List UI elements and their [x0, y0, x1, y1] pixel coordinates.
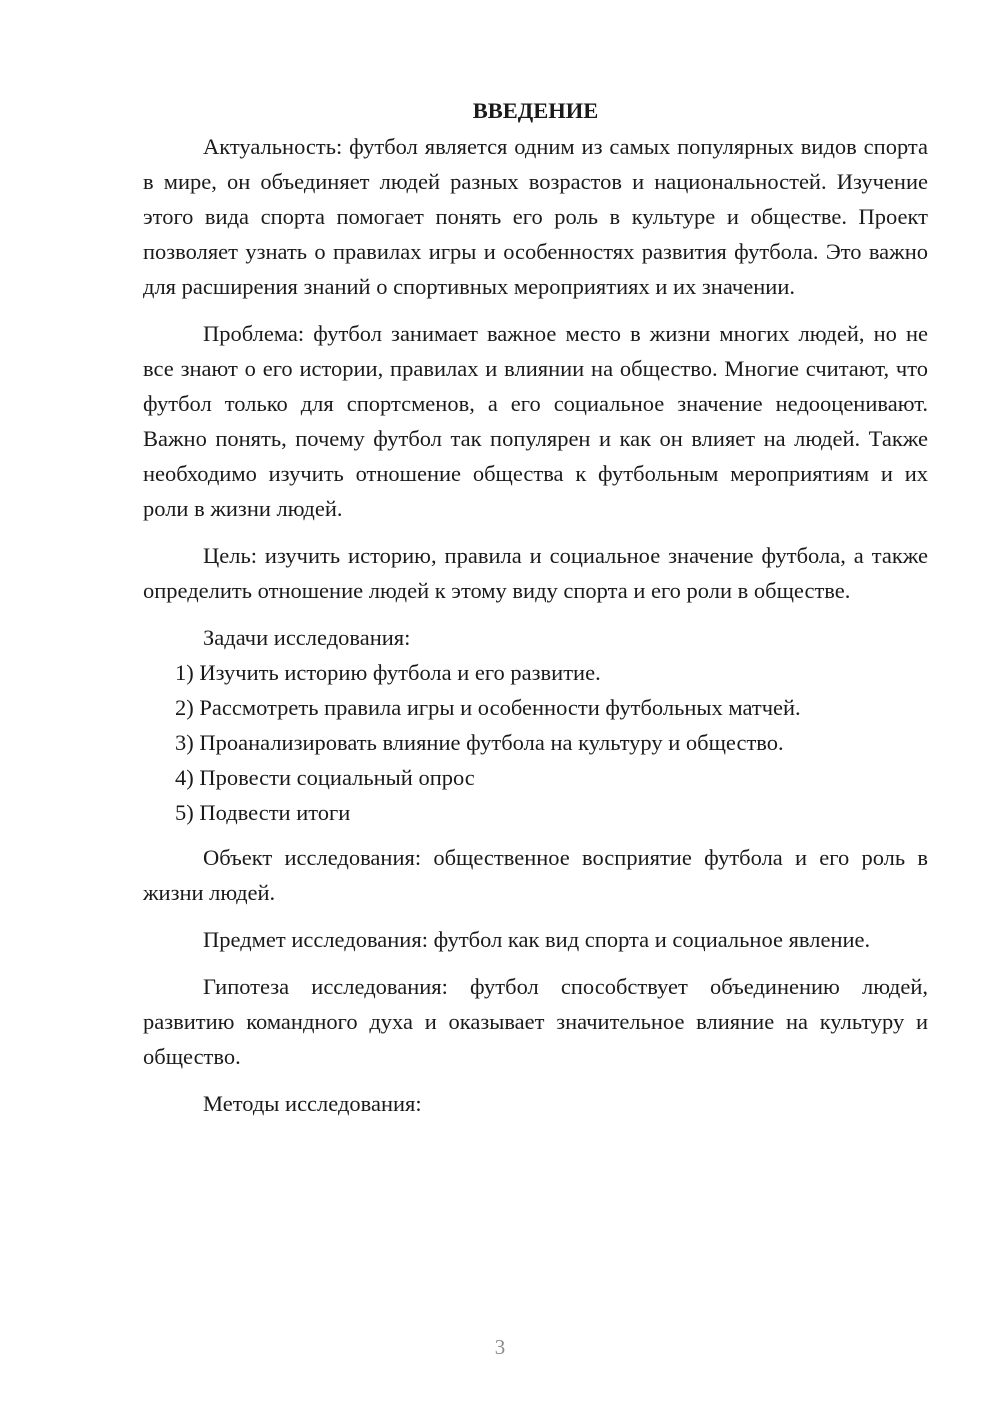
task-item: 5) Подвести итоги: [175, 800, 351, 825]
methods-heading: Методы исследования:: [203, 1091, 422, 1116]
problem-paragraph: Проблема: футбол занимает важное место в жизни многих людей, но не все знают о его истории, правилах и влиянии на общество. Многие считают, что футбол только для спортсменов, а его социальное значение недооценивают. Важно понять, почему футбол так популярен и как он влияет на людей. Также необходимо изучить отношение общества к футбольным мероприятиям и их роли в жизни людей.: [143, 321, 928, 521]
task-item: 1) Изучить историю футбола и его развитие.: [175, 660, 601, 685]
task-item: 2) Рассмотреть правила игры и особенности футбольных матчей.: [175, 695, 801, 720]
goal-paragraph: Цель: изучить историю, правила и социальное значение футбола, а также определить отношение людей к этому виду спорта и его роли в обществе.: [143, 543, 928, 603]
page-content: [143, 93, 928, 1121]
subject-paragraph: Предмет исследования: футбол как вид спорта и социальное явление.: [203, 927, 871, 952]
relevance-paragraph: Актуальность: футбол является одним из самых популярных видов спорта в мире, он объединяет людей разных возрастов и национальностей. Изучение этого вида спорта помогает понять его роль в культуре и обществе. Проект позволяет узнать о правилах игры и особенностях развития футбола. Это важно для расширения знаний о спортивных мероприятиях и их значении.: [143, 134, 928, 299]
page-number: 3: [494, 1335, 506, 1359]
page-title: ВВЕДЕНИЕ: [472, 98, 599, 123]
tasks-heading: Задачи исследования:: [203, 625, 411, 650]
task-item: 4) Провести социальный опрос: [175, 765, 475, 790]
hypothesis-paragraph: Гипотеза исследования: футбол способствует объединению людей, развитию командного духа и оказывает значительное влияние на культуру и общество.: [143, 974, 928, 1069]
tasks-list: [143, 655, 928, 830]
task-item: 3) Проанализировать влияние футбола на культуру и общество.: [175, 730, 784, 755]
object-paragraph: Объект исследования: общественное восприятие футбола и его роль в жизни людей.: [143, 845, 928, 905]
